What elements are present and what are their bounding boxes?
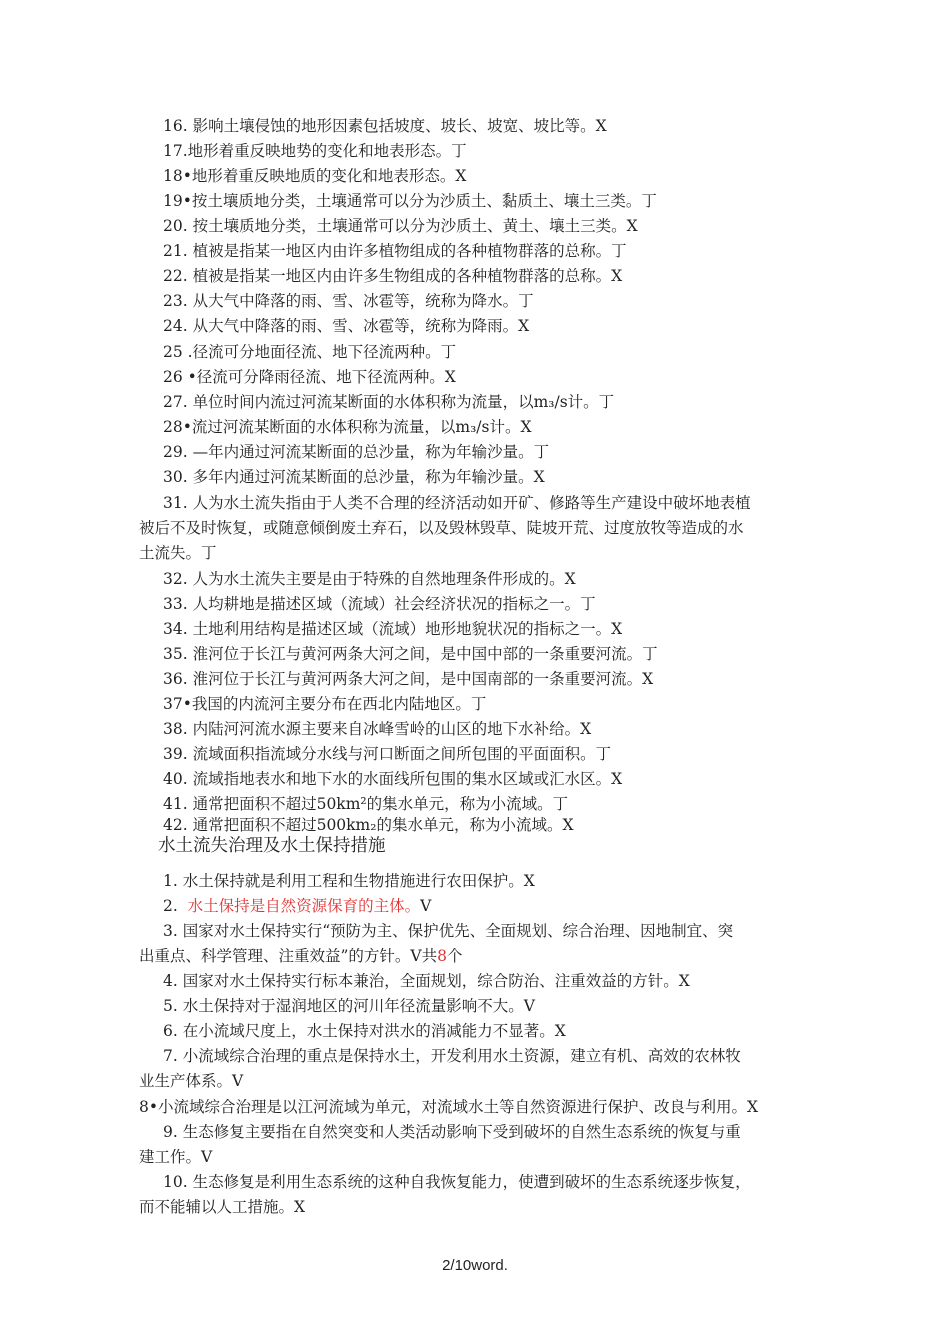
item-p2-9-line-1: 9. 生态修复主要指在自然突变和人类活动影响下受到破坏的自然生态系统的恢复与重 [163, 1123, 741, 1141]
item-p2-1: 1. 水土保持就是利用工程和生物措施进行农田保护。X [163, 872, 535, 890]
item-18: 18•地形着重反映地质的变化和地表形态。X [163, 167, 467, 185]
item-33: 33. 人均耕地是描述区域（流域）社会经济状况的指标之一。丁 [163, 595, 596, 613]
item-p2-6: 6. 在小流域尺度上，水土保持对洪水的消减能力不显著。X [163, 1022, 566, 1040]
section-heading: 水土流失治理及水土保持措施 [158, 836, 386, 856]
item-p2-10-line-2: 而不能辅以人工措施。X [139, 1198, 306, 1216]
item-31-line-2: 被后不及时恢复，或随意倾倒废土弃石，以及毁林毁草、陡坡开荒、过度放牧等造成的水 [139, 519, 744, 537]
item-p2-4: 4. 国家对水土保持实行标本兼治，全面规划，综合防治、注重效益的方针。X [163, 972, 690, 990]
item-40: 40. 流域指地表水和地下水的水面线所包围的集水区域或汇水区。X [163, 770, 623, 788]
item-p2-2 [163, 896, 431, 916]
item-41: 41. 通常把面积不超过50km²的集水单元，称为小流域。丁 [163, 795, 569, 813]
item-p2-10-line-1: 10. 生态修复是利用生态系统的这种自我恢复能力，使遭到破坏的生态系统逐步恢复， [163, 1173, 751, 1191]
item-p2-2-answer: V [420, 897, 432, 915]
item-p2-9-line-2: 建工作。V [139, 1148, 213, 1166]
item-39: 39. 流域面积指流域分水线与河口断面之间所包围的平面面积。丁 [163, 745, 612, 763]
item-p2-8: 8•小流域综合治理是以江河流域为单元，对流域水土等自然资源进行保护、改良与利用。X [139, 1098, 759, 1116]
item-36: 36. 淮河位于长江与黄河两条大河之间，是中国南部的一条重要河流。X [163, 670, 654, 688]
page-footer: 2/10word. [442, 1257, 508, 1274]
item-35: 35. 淮河位于长江与黄河两条大河之间，是中国中部的一条重要河流。丁 [163, 645, 658, 663]
item-42: 42. 通常把面积不超过500km₂的集水单元，称为小流域。X [163, 816, 574, 834]
item-p2-7-line-1: 7. 小流域综合治理的重点是保持水土，开发利用水土资源，建立有机、高效的农林牧 [163, 1047, 741, 1065]
item-27: 27. 单位时间内流过河流某断面的水体积称为流量，以m₃/s计。丁 [163, 393, 615, 411]
item-30: 30. 多年内通过河流某断面的总沙量，称为年输沙量。X [163, 468, 545, 486]
item-p2-3-unit: 个 [447, 947, 463, 965]
item-20: 20. 按土壤质地分类，土壤通常可以分为沙质土、黄土、壤土三类。X [163, 217, 638, 235]
item-24: 24. 从大气中降落的雨、雪、冰雹等，统称为降雨。X [163, 317, 530, 335]
item-p2-7-line-2: 业生产体系。V [139, 1072, 244, 1090]
item-p2-3-text: 出重点、科学管理、注重效益”的方针。V共 [139, 947, 438, 965]
item-38: 38. 内陆河河流水源主要来自冰峰雪岭的山区的地下水补给。X [163, 720, 592, 738]
item-28: 28•流过河流某断面的水体积称为流量，以m₃/s计。X [163, 418, 532, 436]
item-17: 17.地形着重反映地势的变化和地表形态。丁 [163, 142, 467, 160]
item-p2-3-line-2 [139, 946, 463, 966]
item-29: 29. —年内通过河流某断面的总沙量，称为年输沙量。丁 [163, 443, 550, 461]
item-23: 23. 从大气中降落的雨、雪、冰雹等，统称为降水。丁 [163, 292, 534, 310]
item-19: 19•按土壤质地分类，土壤通常可以分为沙质土、黏质土、壤土三类。丁 [163, 192, 657, 210]
item-p2-2-highlight: 水土保持是自然资源保育的主体。 [187, 897, 421, 915]
item-31-line-1: 31. 人为水土流失指由于人类不合理的经济活动如开矿、修路等生产建设中破坏地表植 [163, 494, 751, 512]
item-22: 22. 植被是指某一地区内由许多生物组成的各种植物群落的总称。X [163, 267, 623, 285]
item-34: 34. 土地利用结构是描述区域（流域）地形地貌状况的指标之一。X [163, 620, 623, 638]
item-26: 26 •径流可分降雨径流、地下径流两种。X [163, 368, 456, 386]
item-32: 32. 人为水土流失主要是由于特殊的自然地理条件形成的。X [163, 570, 576, 588]
item-25: 25 .径流可分地面径流、地下径流两种。丁 [163, 343, 457, 361]
item-p2-5: 5. 水土保持对于湿润地区的河川年径流量影响不大。V [163, 997, 535, 1015]
item-p2-3-line-1: 3. 国家对水土保持实行“预防为主、保护优先、全面规划、综合治理、因地制宜、突 [163, 922, 734, 940]
item-37: 37•我国的内流河主要分布在西北内陆地区。丁 [163, 695, 487, 713]
item-31-line-3: 土流失。丁 [139, 544, 217, 562]
item-16: 16. 影响土壤侵蚀的地形因素包括坡度、坡长、坡宽、坡比等。X [163, 117, 607, 135]
item-p2-2-number: 2. [163, 897, 188, 915]
item-p2-3-count: 8 [437, 947, 447, 965]
item-21: 21. 植被是指某一地区内由许多植物组成的各种植物群落的总称。丁 [163, 242, 627, 260]
